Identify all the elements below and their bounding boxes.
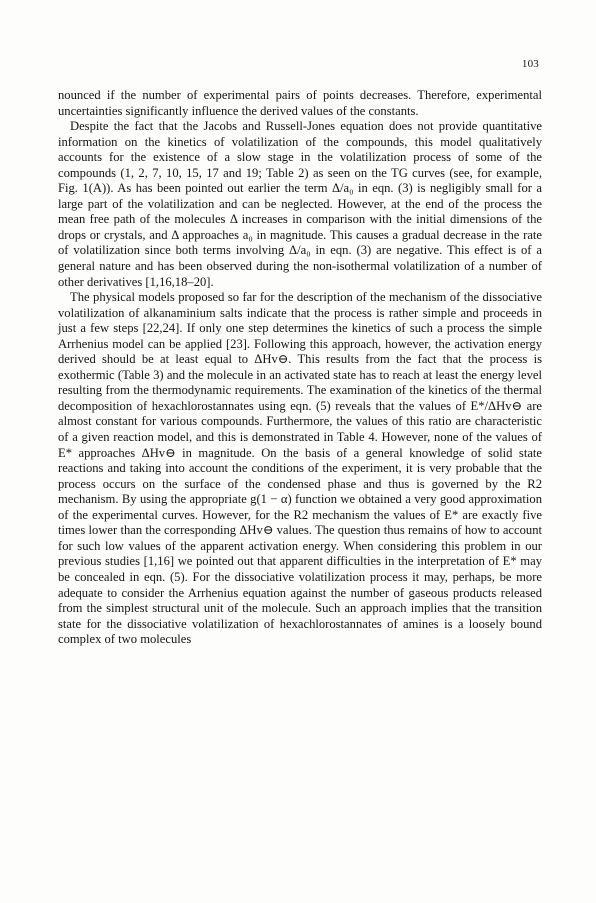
paragraph-2: Despite the fact that the Jacobs and Russell-Jones equation does not provide quantitative information on the kinetics of volatilization of the compounds, this model qualitatively accounts for the existence of a slow stage in the volatilization process of some of the compounds (1, 2, 7, 10, 15, 17 and 19; Table 2) as seen on the TG curves (see, for example, Fig. 1(A)). As has been pointed out earlier the term Δ/a₀ in eqn. (3) is negligibly small for a large part of the volatilization and can be neglected. However, at the end of the process the mean free path of the molecules Δ increases in comparison with the initial dimensions of the drops or crystals, and Δ approaches a₀ in magnitude. This causes a gradual decrease in the rate of volatilization since both terms involving Δ/a₀ in eqn. (3) are negative. This effect is of a general nature and has been observed during the non-isothermal volatilization of a number of other derivatives [1,16,18–20]. xyxy=(58,119,542,289)
paragraph-3: The physical models proposed so far for the description of the mechanism of the dissociative volatilization of alkanaminium salts indicate that the process is rather simple and proceeds in just a few steps [22,24]. If only one step determines the kinetics of such a process the simple Arrhenius model can be applied [23]. Following this approach, however, the activation energy derived should be at least equal to ΔHv⊖. This results from the fact that the process is exothermic (Table 3) and the molecule in an activated state has to reach at least the energy level resulting from the thermodynamic requirements. The examination of the kinetics of the thermal decomposition of hexachlorostannates using eqn. (5) reveals that the values of E*/ΔHv⊖ are almost constant for various compounds. Furthermore, the values of this ratio are characteristic of a given reaction model, and this is demonstrated in Table 4. However, none of the values of E* approaches ΔHv⊖ in magnitude. On the basis of a general knowledge of solid state reactions and taking into account the conditions of the experiment, it is very probable that the process occurs on the surface of the condensed phase and thus is governed by the R2 mechanism. By using the appropriate g(1 − α) function we obtained a very good approximation of the experimental curves. However, for the R2 mechanism the values of E* are exactly five times lower than the corresponding ΔHv⊖ values. The question thus remains of how to account for such low values of the apparent activation energy. When considering this problem in our previous studies [1,16] we pointed out that apparent difficulties in the interpretation of E* may be concealed in eqn. (5). For the dissociative volatilization process it may, perhaps, be more adequate to consider the Arrhenius equation against the number of gaseous products released from the simplest structural unit of the molecule. Such an approach implies that the transition state for the dissociative volatilization of hexachlorostannates of amines is a loosely bound complex of two molecules xyxy=(58,290,542,647)
page-number: 103 xyxy=(521,58,539,70)
body-text xyxy=(58,88,542,648)
paragraph-1: nounced if the number of experimental pairs of points decreases. Therefore, experimental uncertainties significantly influence the derived values of the constants. xyxy=(58,88,542,118)
